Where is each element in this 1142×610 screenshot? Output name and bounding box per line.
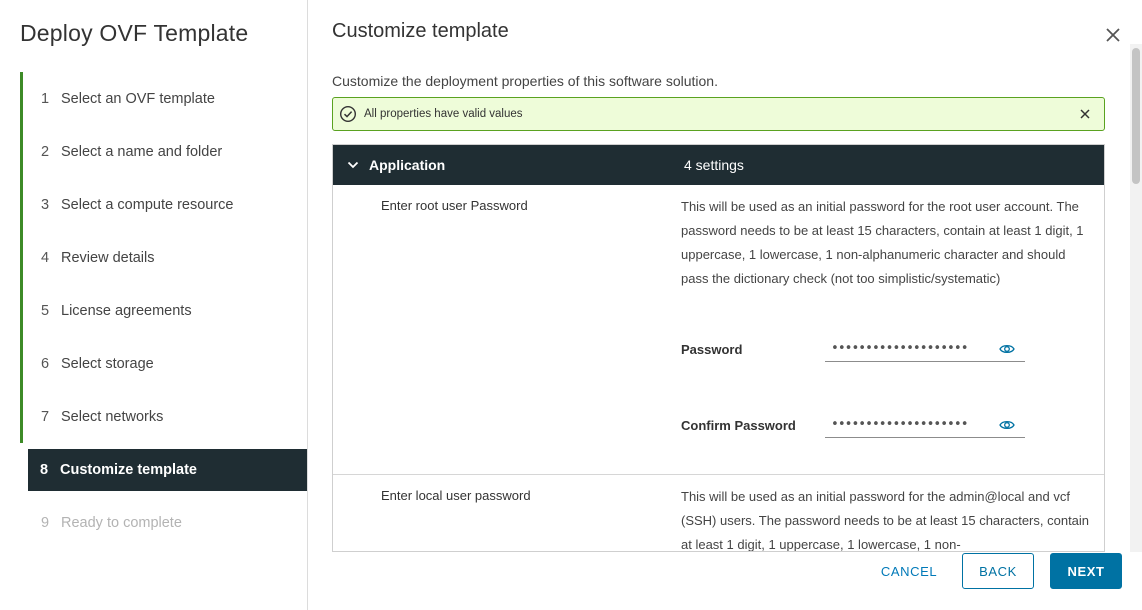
- page-subtitle: Customize the deployment properties of this software solution.: [332, 73, 718, 89]
- alert-close-button[interactable]: [1078, 107, 1092, 121]
- main-content: [308, 0, 1142, 610]
- step-select-compute-resource[interactable]: [20, 178, 307, 231]
- wizard-footer: [308, 552, 1142, 610]
- step-select-ovf-template[interactable]: [20, 72, 307, 125]
- property-description: This will be used as an initial password for the root user account. The password needs to be at least 15 characters, contain at least 1 digit, 1 uppercase, 1 lowercase, 1 non-alphanumeric character and should pass the dictionary check (not too simplistic/systematic): [681, 199, 1084, 286]
- step-label: Select a compute resource: [61, 196, 234, 213]
- close-icon: [1078, 107, 1092, 121]
- property-label: Enter root user Password: [381, 198, 528, 213]
- chevron-down-icon: [346, 158, 360, 172]
- property-local-password: [333, 475, 1104, 552]
- password-input[interactable]: [825, 336, 995, 360]
- step-select-networks[interactable]: [20, 390, 307, 443]
- section-settings-count: 4 settings: [684, 157, 744, 173]
- step-license-agreements[interactable]: [20, 284, 307, 337]
- password-label: Password: [681, 341, 743, 357]
- step-select-name-folder[interactable]: [20, 125, 307, 178]
- step-label: Select an OVF template: [61, 90, 215, 107]
- step-number: 5: [41, 302, 50, 319]
- scrollbar[interactable]: [1130, 44, 1142, 552]
- step-label: Select storage: [61, 355, 154, 372]
- back-button[interactable]: BACK: [962, 553, 1034, 589]
- validation-alert: [332, 97, 1105, 131]
- step-number: 3: [41, 196, 50, 213]
- password-input-wrapper: [825, 336, 1025, 362]
- step-review-details[interactable]: [20, 231, 307, 284]
- page-title: Customize template: [332, 20, 509, 42]
- cancel-button[interactable]: CANCEL: [870, 553, 948, 589]
- step-number: 7: [41, 408, 50, 425]
- step-label: Review details: [61, 249, 155, 266]
- step-label: Ready to complete: [61, 514, 182, 531]
- step-number: 4: [41, 249, 50, 266]
- step-number: 2: [41, 143, 50, 160]
- property-description: This will be used as an initial password for the admin@local and vcf (SSH) users. The password needs to be at least 15 characters, contain at least 1 digit, 1 uppercase, 1 lowercase, 1 non-: [681, 489, 1090, 552]
- section-header-application[interactable]: [333, 145, 1104, 185]
- next-button[interactable]: NEXT: [1050, 553, 1122, 589]
- property-label: Enter local user password: [381, 488, 531, 503]
- check-circle-icon: [339, 105, 357, 123]
- confirm-password-input[interactable]: [825, 412, 995, 436]
- eye-icon[interactable]: [999, 342, 1015, 356]
- step-number: 1: [41, 90, 50, 107]
- step-number: 9: [41, 514, 50, 531]
- wizard-steps: [20, 72, 307, 549]
- step-customize-template[interactable]: [28, 449, 307, 491]
- application-section: [332, 144, 1105, 552]
- section-title: Application: [369, 157, 446, 173]
- step-label: Customize template: [60, 462, 197, 478]
- step-label: Select a name and folder: [61, 143, 223, 160]
- step-label: Select networks: [61, 408, 164, 425]
- step-label: License agreements: [61, 302, 192, 319]
- step-number: 8: [40, 462, 49, 478]
- confirm-password-input-wrapper: [825, 412, 1025, 438]
- password-field-row: [681, 336, 1025, 362]
- step-ready-to-complete: [20, 496, 307, 549]
- wizard-sidebar: [0, 0, 308, 610]
- close-icon: [1102, 24, 1124, 46]
- eye-icon[interactable]: [999, 418, 1015, 432]
- step-select-storage[interactable]: [20, 337, 307, 390]
- step-number: 6: [41, 355, 50, 372]
- confirm-password-field-row: [681, 412, 1025, 438]
- wizard-title: Deploy OVF Template: [20, 20, 249, 46]
- alert-text: All properties have valid values: [364, 108, 523, 120]
- property-root-password: [333, 185, 1104, 475]
- confirm-password-label: Confirm Password: [681, 417, 796, 433]
- scrollbar-thumb[interactable]: [1132, 48, 1140, 184]
- close-button[interactable]: [1102, 24, 1124, 46]
